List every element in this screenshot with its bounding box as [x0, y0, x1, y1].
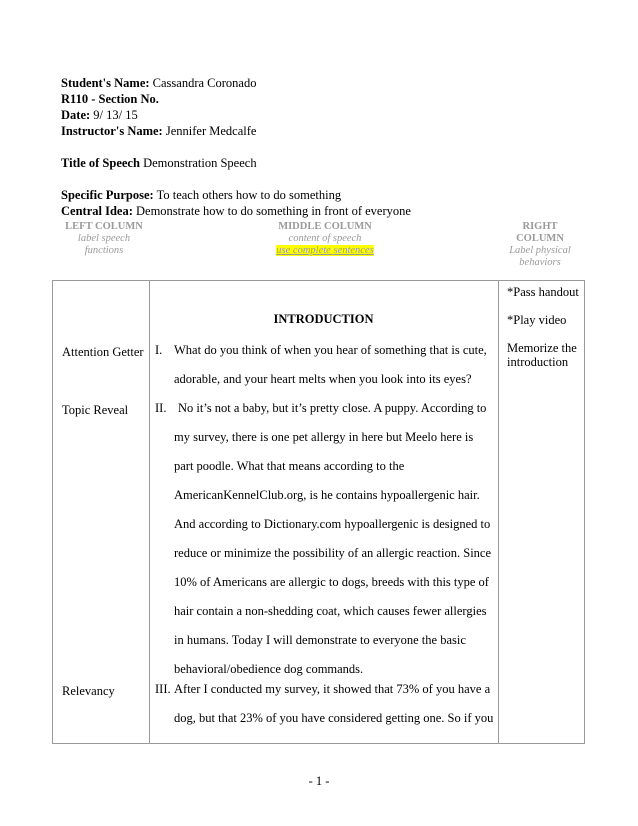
left-column-sub2: functions [84, 245, 124, 256]
outline-item-3 [155, 675, 495, 733]
label-topic-reveal: Topic Reveal [62, 403, 129, 417]
speech-title-row [61, 155, 411, 171]
note-play-video: *Play video [507, 313, 567, 327]
item-line: AmericanKennelClub.org, is he contains hypoallergenic hair. [174, 488, 480, 502]
instructor-value: Jennifer Medcalfe [162, 124, 257, 138]
student-name-label: Student's Name: [61, 76, 150, 90]
specific-purpose-label: Specific Purpose: [61, 188, 154, 202]
item-number: II. [155, 401, 167, 415]
speech-outline-table [52, 280, 585, 744]
central-idea-label: Central Idea: [61, 204, 133, 218]
specific-purpose-value: To teach others how to do something [153, 188, 342, 202]
item-line: behavioral/obedience dog commands. [174, 662, 364, 676]
item-line: adorable, and your heart melts when you look into its eyes? [174, 372, 472, 386]
middle-column-header [255, 221, 395, 257]
label-attention-getter: Attention Getter [62, 345, 144, 359]
student-info-header [61, 75, 411, 219]
item-line: in humans. Today I will demonstrate to everyone the basic [174, 633, 466, 647]
outline-item-2 [155, 394, 495, 684]
section-row [61, 91, 411, 107]
middle-column-sub1: content of speech [288, 233, 362, 244]
specific-purpose-row [61, 187, 411, 203]
student-name-value: Cassandra Coronado [149, 76, 257, 90]
item-line: What do you think of when you hear of something that is cute, [174, 343, 487, 357]
item-line: After I conducted my survey, it showed that 73% of you have a [174, 682, 491, 696]
column-divider [149, 281, 150, 743]
middle-column-highlight: use complete sentences [276, 245, 374, 256]
central-idea-row [61, 203, 411, 219]
item-line: And according to Dictionary.com hypoallergenic is designed to [174, 517, 491, 531]
instructor-label: Instructor's Name: [61, 124, 163, 138]
item-line: No it’s not a baby, but it’s pretty close. A puppy. According to [178, 401, 487, 415]
label-relevancy: Relevancy [62, 684, 115, 698]
column-divider [498, 281, 499, 743]
right-column-sub1: Label physical [509, 245, 571, 256]
right-column-sub2: behaviors [519, 257, 561, 268]
item-text [174, 675, 495, 733]
speech-title-label: Title of Speech [61, 156, 140, 170]
item-number: I. [155, 343, 163, 357]
item-line: hair contain a non-shedding coat, which causes fewer allergies [174, 604, 487, 618]
note-memorize-introduction: Memorize the introduction [507, 341, 577, 369]
section-label: R110 - Section No. [61, 92, 159, 106]
middle-column-title: MIDDLE COLUMN [278, 221, 372, 232]
left-column-title: LEFT COLUMN [65, 221, 143, 232]
instructor-row [61, 123, 411, 139]
item-number: III. [155, 682, 171, 696]
central-idea-value: Demonstrate how to do something in front of everyone [132, 204, 411, 218]
right-column-header [505, 221, 575, 269]
note-pass-handout: *Pass handout [507, 285, 579, 299]
item-line: part poodle. What that means according to the [174, 459, 405, 473]
item-line: my survey, there is one pet allergy in here but Meelo here is [174, 430, 474, 444]
left-column-header [59, 221, 149, 257]
student-name-row [61, 75, 411, 91]
item-line: dog, but that 23% of you have considered getting one. So if you [174, 711, 494, 725]
left-column-sub1: label speech [77, 233, 131, 244]
item-line: 10% of Americans are allergic to dogs, breeds with this type of [174, 575, 489, 589]
item-text [174, 336, 495, 394]
right-column-title1: RIGHT [522, 221, 558, 232]
date-label: Date: [61, 108, 91, 122]
introduction-heading: INTRODUCTION [273, 312, 374, 326]
date-value: 9/ 13/ 15 [90, 108, 138, 122]
outline-item-1 [155, 336, 495, 394]
page-number: - 1 - [308, 774, 330, 788]
item-text [174, 394, 495, 684]
speech-title-value: Demonstration Speech [139, 156, 257, 170]
date-row [61, 107, 411, 123]
right-column-title2: COLUMN [516, 233, 564, 244]
item-line: reduce or minimize the possibility of an allergic reaction. Since [174, 546, 492, 560]
